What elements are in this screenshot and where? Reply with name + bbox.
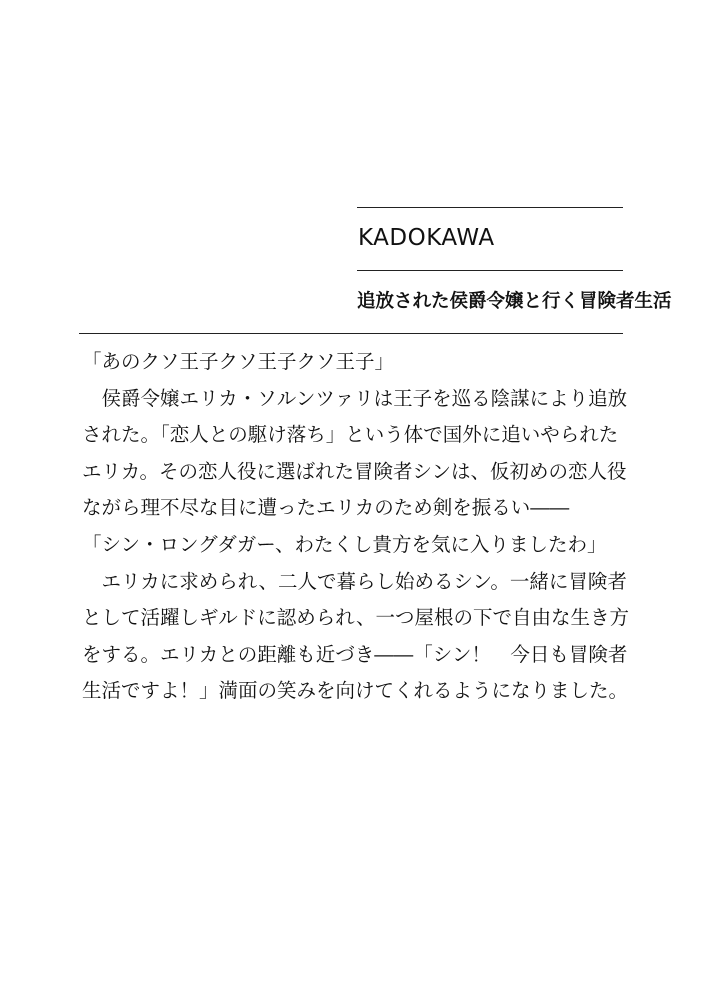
middle-rule [357,270,623,271]
book-title: 追放された侯爵令嬢と行く冒険者生活 [357,291,672,312]
blurb-line: 「あのクソ王子クソ王子クソ王子」 [82,350,395,373]
blurb-line: エリカに求められ、二人で暮らし始めるシン。一緒に冒険者 [82,569,627,593]
blurb-line: として活躍しギルドに認められ、一つ屋根の下で自由な生き方 [82,606,629,630]
blurb-line: された。「恋人との駆け落ち」という体で国外に追いやられた [82,423,619,447]
blurb-line: エリカ。その恋人役に選ばれた冒険者シンは、仮初めの恋人役 [82,459,627,483]
blurb-line: 生活ですよ！」満面の笑みを向けてくれるようになりました。 [82,679,629,703]
blurb-line: をする。エリカとの距離も近づき――「シン！ 今日も冒険者 [82,642,628,666]
publisher-name: KADOKAWA [358,225,495,251]
top-rule [357,207,623,208]
blurb-line: 「シン・ロングダガー、わたくし貴方を気に入りましたわ」 [82,532,607,556]
blurb-text [82,344,628,710]
blurb-line: 侯爵令嬢エリカ・ソルンツァリは王子を巡る陰謀により追放 [82,386,628,410]
blurb-line: ながら理不尽な目に遭ったエリカのため剣を振るい―― [82,496,570,520]
bottom-rule [79,333,623,334]
